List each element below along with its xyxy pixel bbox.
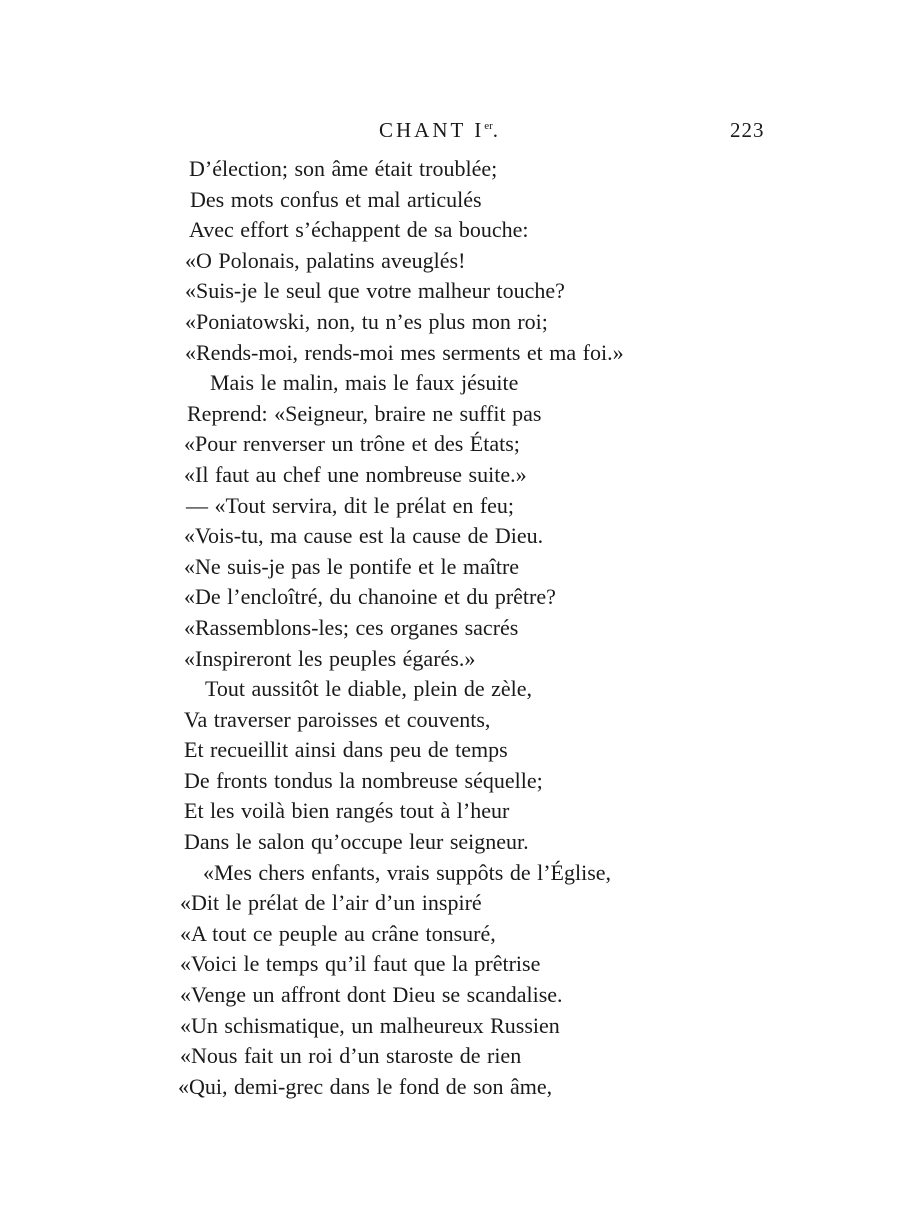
verse-line: Va traverser paroisses et couvents, <box>184 706 491 732</box>
verse-line: «Qui, demi-grec dans le fond de son âme, <box>178 1073 553 1099</box>
verse-line: D’élection; son âme était troublée; <box>189 156 498 181</box>
chapter-ordinal-suffix: er <box>484 120 493 132</box>
verse-line: «Dit le prélat de l’air d’un inspiré <box>180 890 482 916</box>
verse-line: Dans le salon qu’occupe leur seigneur. <box>184 829 529 855</box>
verse-line: «O Polonais, palatins aveuglés! <box>185 247 466 273</box>
verse-line: Et les voilà bien rangés tout à l’heur <box>184 798 510 824</box>
verse-line: «Pour renverser un trône et des États; <box>184 431 520 457</box>
verse-line: De fronts tondus la nombreuse séquelle; <box>184 767 543 793</box>
verse-line: Et recueillit ainsi dans peu de temps <box>184 737 508 763</box>
verse-line: «Suis-je le seul que votre malheur touche? <box>185 278 565 304</box>
verse-line: «A tout ce peuple au crâne tonsuré, <box>180 920 496 946</box>
verse-line: «Rends-moi, rends-moi mes serments et ma foi.» <box>185 339 624 365</box>
verse-line: «Voici le temps qu’il faut que la prêtrise <box>180 951 541 977</box>
verse-line: «De l’encloîtré, du chanoine et du prêtre? <box>184 584 556 610</box>
chapter-name: CHANT I <box>379 118 485 142</box>
page-number: 223 <box>730 118 765 142</box>
verse-line: «Rassemblons-les; ces organes sacrés <box>184 614 519 640</box>
verse-line: Des mots confus et mal articulés <box>190 186 482 212</box>
verse-line: «Ne suis-je pas le pontife et le maître <box>184 553 520 579</box>
verse-line: Reprend: «Seigneur, braire ne suffit pas <box>187 400 542 426</box>
verse-line: Avec effort s’échappent de sa bouche: <box>189 217 529 243</box>
verse-line: «Vois-tu, ma cause est la cause de Dieu. <box>184 523 544 549</box>
verse-line: «Un schismatique, un malheureux Russien <box>180 1012 560 1038</box>
verse-line: «Mes chers enfants, vrais suppôts de l’Église, <box>203 859 612 885</box>
verse-line: Tout aussitôt le diable, plein de zèle, <box>205 676 533 702</box>
running-head <box>0 116 900 146</box>
verse-line: Mais le malin, mais le faux jésuite <box>210 370 519 396</box>
chapter-period: . <box>492 118 501 142</box>
verse-line: «Nous fait un roi d’un staroste de rien <box>180 1043 522 1069</box>
verse-line: — «Tout servira, dit le prélat en feu; <box>186 492 515 518</box>
poem-verse <box>0 154 900 1102</box>
verse-line: «Il faut au chef une nombreuse suite.» <box>184 461 527 487</box>
verse-line: «Venge un affront dont Dieu se scandalise. <box>180 982 563 1008</box>
verse-line: «Poniatowski, non, tu n’es plus mon roi; <box>185 308 548 334</box>
verse-line: «Inspireront les peuples égarés.» <box>184 645 476 671</box>
